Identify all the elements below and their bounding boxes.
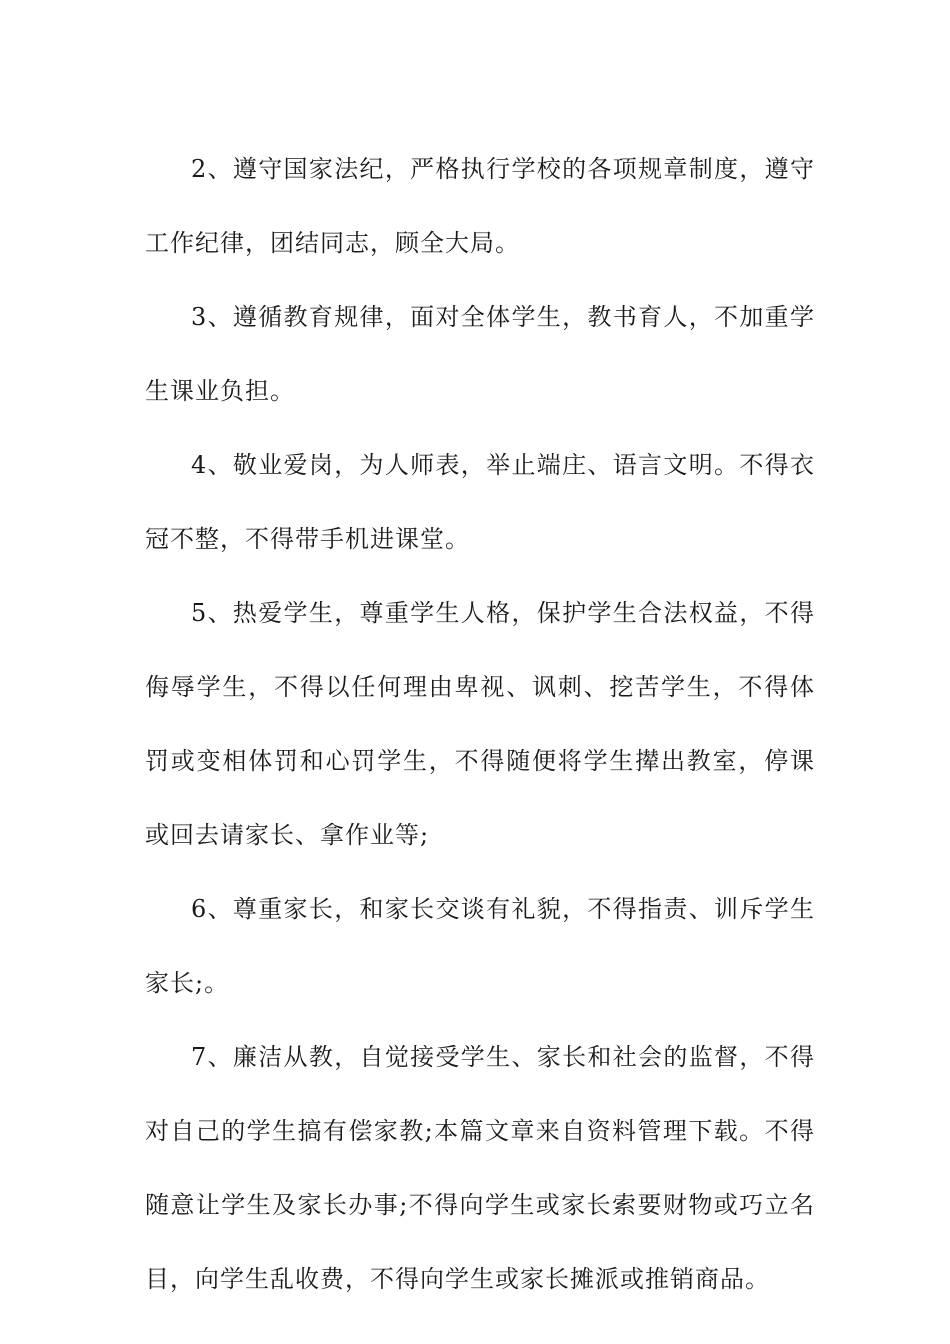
paragraph-rule-4: 4、敬业爱岗，为人师表，举止端庄、语言文明。不得衣冠不整，不得带手机进课堂。 (145, 451, 815, 553)
paragraph-rule-2: 2、遵守国家法纪，严格执行学校的各项规章制度，遵守工作纪律，团结同志，顾全大局。 (145, 155, 815, 257)
paragraph-rule-3: 3、遵循教育规律，面对全体学生，教书育人，不加重学生课业负担。 (145, 303, 815, 405)
paragraph-rule-7: 7、廉洁从教，自觉接受学生、家长和社会的监督，不得对自己的学生搞有偿家教;本篇文章来自资料管理下载。不得随意让学生及家长办事;不得向学生或家长索要财物或巧立名目，向学生乱收费，不得向学生或家长摊派或推销商品。 (145, 1043, 815, 1293)
document-body (145, 132, 815, 1316)
paragraph-rule-6: 6、尊重家长，和家长交谈有礼貌，不得指责、训斥学生家长;。 (145, 895, 815, 997)
paragraph-rule-5: 5、热爱学生，尊重学生人格，保护学生合法权益，不得侮辱学生，不得以任何理由卑视、讽刺、挖苦学生，不得体罚或变相体罚和心罚学生，不得随便将学生撵出教室，停课或回去请家长、拿作业等; (145, 599, 815, 849)
